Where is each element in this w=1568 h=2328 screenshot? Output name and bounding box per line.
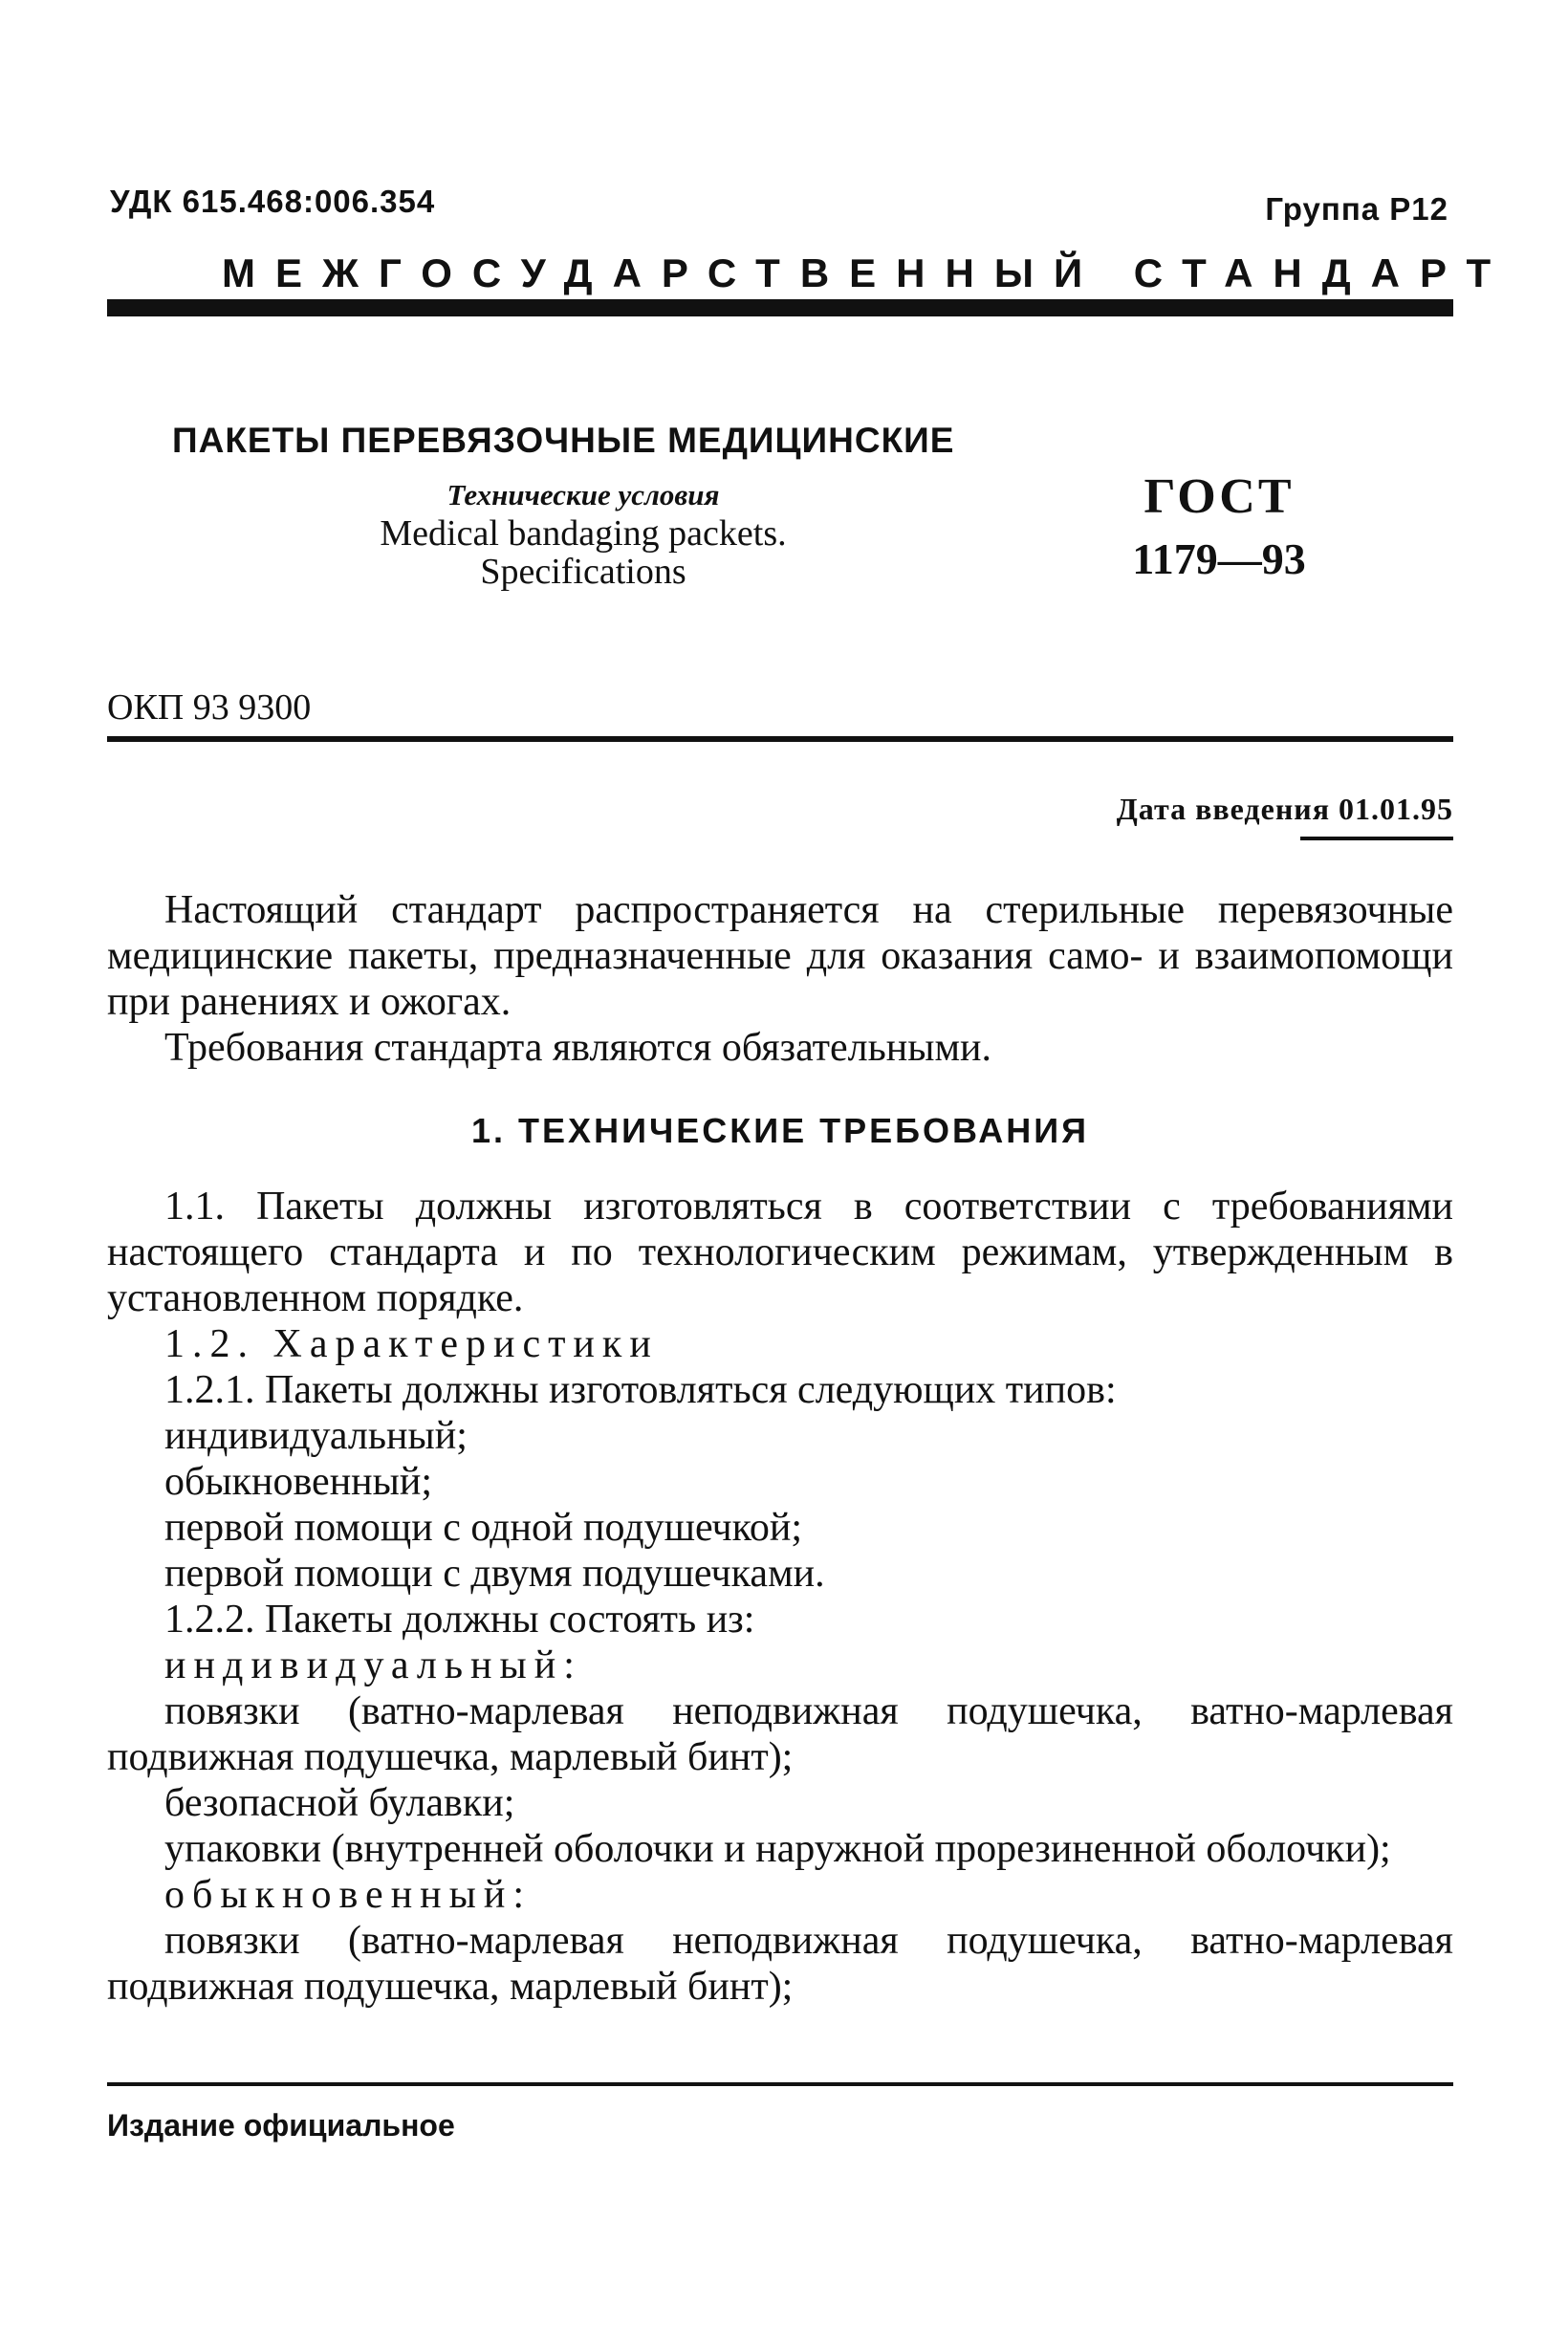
english-title-line-2: Specifications: [480, 552, 686, 592]
component-item: безопасной булавки;: [164, 1781, 515, 1825]
intro-mandatory: Требования стандарта являются обязательными.: [164, 1026, 992, 1070]
intro-block: [107, 887, 1453, 1071]
component-item: повязки (ватно-марлевая неподвижная подушечка, ватно-марлевая подвижная подушечка, марлевый бинт);: [107, 1689, 1453, 1779]
document-title: ПАКЕТЫ ПЕРЕВЯЗОЧНЫЕ МЕДИЦИНСКИЕ: [172, 421, 955, 460]
header-divider: [107, 299, 1453, 316]
type-item: первой помощи с одной подушечкой;: [164, 1506, 803, 1550]
clause-1-2-2: 1.2.2. Пакеты должны состоять из:: [164, 1598, 755, 1642]
document-subtitle: Технические условия: [446, 478, 720, 511]
udk-code: УДК 615.468:006.354: [110, 184, 436, 219]
section-body: [107, 1184, 1453, 2010]
clause-1-1: 1.1. Пакеты должны изготовляться в соответствии с требованиями настоящего стандарта и по технологическим режимам, утвержденным в установленном порядке.: [107, 1185, 1453, 1320]
clause-1-2: 1.2. Характеристики: [164, 1322, 659, 1366]
gost-label: ГОСТ: [1143, 469, 1295, 524]
english-title-line-1: Medical bandaging packets.: [380, 513, 787, 554]
interstate-standard-heading: МЕЖГОСУДАРСТВЕННЫЙ СТАНДАРТ: [222, 250, 1512, 295]
group-code: Группа Р12: [1265, 191, 1448, 227]
intro-paragraph: Настоящий стандарт распространяется на стерильные перевязочные медицинские пакеты, предназначенные для оказания само- и взаимопомощи при ранениях и ожогах.: [107, 888, 1453, 1024]
ordinary-label: обыкновенный:: [164, 1873, 533, 1917]
component-item: повязки (ватно-марлевая неподвижная подушечка, ватно-марлевая подвижная подушечка, марлевый бинт);: [107, 1919, 1453, 2009]
official-edition-label: Издание официальное: [107, 2108, 455, 2143]
type-item: индивидуальный;: [164, 1414, 468, 1458]
footer-divider: [107, 2082, 1453, 2086]
type-item: первой помощи с двумя подушечками.: [164, 1552, 825, 1596]
component-item: упаковки (внутренней оболочки и наружной прорезиненной оболочки);: [164, 1827, 1391, 1871]
gost-number: 1179—93: [1132, 534, 1306, 583]
individual-label: индивидуальный:: [164, 1643, 582, 1687]
english-title: [316, 514, 851, 591]
okp-code: ОКП 93 9300: [107, 687, 312, 728]
clause-1-2-1: 1.2.1. Пакеты должны изготовляться следующих типов:: [164, 1368, 1117, 1412]
section-heading: 1. ТЕХНИЧЕСКИЕ ТРЕБОВАНИЯ: [471, 1111, 1089, 1150]
date-underline: [1300, 837, 1453, 840]
introduction-date: Дата введения 01.01.95: [1116, 792, 1453, 826]
title-divider: [107, 736, 1453, 742]
type-item: обыкновенный;: [164, 1460, 433, 1504]
